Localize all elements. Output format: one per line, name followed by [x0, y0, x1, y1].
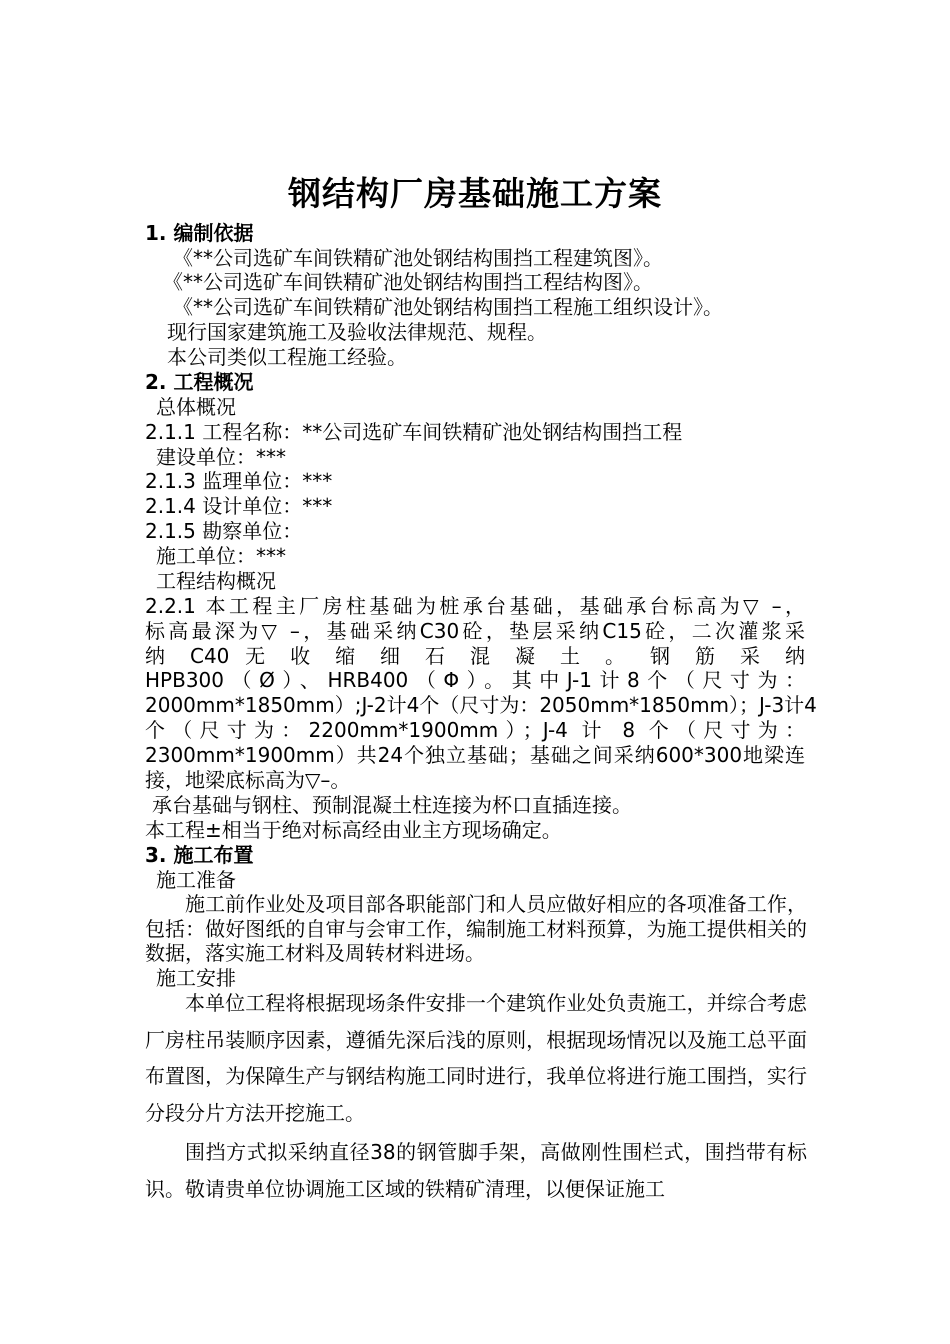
fence-paragraph: 围挡方式拟采纳直径38的钢管脚手架，高做刚性围栏式，围挡带有标识。敬请贵单位协调施工区域的铁精矿清理，以便保证施工 — [145, 1140, 807, 1201]
basis-line: 现行国家建筑施工及验收法律规范、规程。 — [167, 320, 547, 344]
section-1-heading: 1. 编制依据 — [145, 221, 254, 245]
structure-line: 个（尺寸为：2200mm*1900mm）；J-4 计 8 个（尺寸为： — [145, 718, 805, 742]
structure-line: 纳 C40 无 收 缩 细 石 混 凝 土 。 钢 筋 采 纳 — [145, 644, 805, 668]
designer-item: 2.1.4 设计单位：*** — [145, 494, 333, 518]
arrangement-paragraph: 本单位工程将根据现场条件安排一个建筑作业处负责施工，并综合考虑厂房柱吊装顺序因素，遵循先深后浅的原则，根据现场情况以及施工总平面布置图，为保障生产与钢结构施工同时进行，我单位将进行施工围挡，实行分段分片方法开挖施工。 — [145, 991, 807, 1125]
supervisor-item: 2.1.3 监理单位：*** — [145, 469, 333, 493]
document-title: 钢结构厂房基础施工方案 — [288, 174, 662, 213]
preparation-paragraph: 施工前作业处及项目部各职能部门和人员应做好相应的各项准备工作，包括：做好图纸的自审与会审工作，编制施工材料预算，为施工提供相关的数据，落实施工材料及周转材料进场。 — [145, 892, 807, 965]
basis-line: 本公司类似工程施工经验。 — [167, 345, 407, 369]
structure-line: 接，地梁底标高为▽–。 — [145, 768, 351, 792]
connection-note: 承台基础与钢柱、预制混凝土柱连接为杯口直插连接。 — [152, 793, 632, 817]
structure-line: HPB300（Ø）、HRB400（Φ）。其中J-1计8个（尺寸为： — [145, 668, 805, 692]
structure-line: 2.2.1 本工程主厂房柱基础为桩承台基础，基础承台标高为▽ –， — [145, 594, 805, 618]
structure-line: 2300mm*1900mm）共24个独立基础；基础之间采纳600*300地梁连 — [145, 743, 805, 767]
builder-item: 建设单位：*** — [156, 445, 286, 469]
section-3-heading: 3. 施工布置 — [145, 843, 254, 867]
subsection-heading: 施工准备 — [156, 868, 236, 892]
project-name-item: 2.1.1 工程名称：**公司选矿车间铁精矿池处钢结构围挡工程 — [145, 420, 683, 444]
subsection-heading: 工程结构概况 — [156, 569, 276, 593]
basis-line: 《**公司选矿车间铁精矿池处钢结构围挡工程结构图》。 — [163, 270, 653, 294]
structure-line: 2000mm*1850mm）;J-2计4个（尺寸为：2050mm*1850mm）；J-3计4 — [145, 693, 817, 717]
structure-line: 标高最深为▽ –，基础采纳C30砼，垫层采纳C15砼，二次灌浆采 — [145, 619, 805, 643]
elevation-note: 本工程±相当于绝对标高经由业主方现场确定。 — [145, 818, 562, 842]
subsection-heading: 总体概况 — [156, 395, 236, 419]
section-2-heading: 2. 工程概况 — [145, 370, 254, 394]
basis-line: 《**公司选矿车间铁精矿池处钢结构围挡工程施工组织设计》。 — [173, 295, 723, 319]
basis-line: 《**公司选矿车间铁精矿池处钢结构围挡工程建筑图》。 — [173, 246, 663, 270]
contractor-item: 施工单位：*** — [156, 544, 286, 568]
subsection-heading: 施工安排 — [156, 966, 236, 990]
survey-item: 2.1.5 勘察单位： — [145, 519, 303, 543]
